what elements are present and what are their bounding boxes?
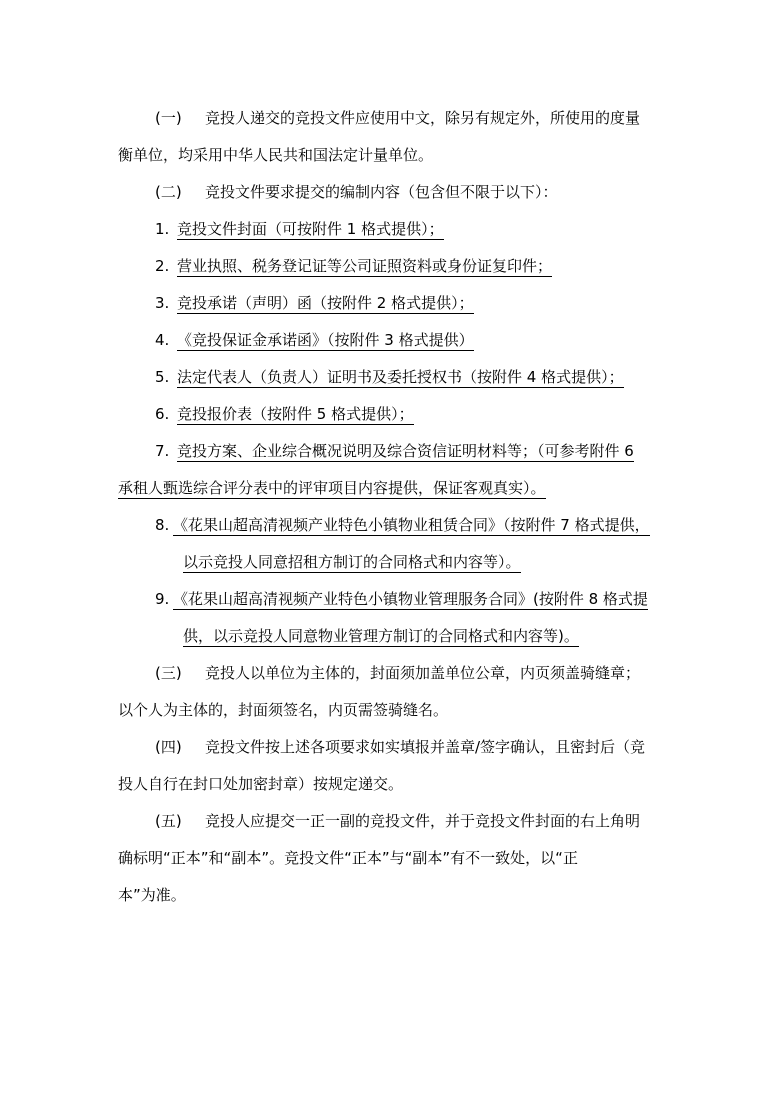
list-item-1 [155,219,444,239]
section-2-line-1 [155,182,558,202]
section-2-marker: (二) [155,183,182,201]
list-item-2 [155,256,552,276]
section-3-text: 竞投人以单位为主体的，封面须加盖单位公章，内页须盖骑缝章； [205,664,641,682]
list-item-2-text: 营业执照、税务登记证等公司证照资料或身份证复印件； [177,257,553,275]
list-item-6-number: 6. [155,405,170,423]
list-item-3-number: 3. [155,294,170,312]
list-item-4-text: 《竞投保证金承诺函》（按附件 3 格式提供） [177,331,474,349]
list-item-9-continuation [183,626,579,646]
list-item-8-text-line-2: 以示竞投人同意招租方制订的合同格式和内容等）。 [183,553,521,571]
list-item-9-number: 9. [155,590,170,608]
section-1-line-1 [155,108,640,128]
list-item-7-continuation [118,478,546,498]
section-4-marker: (四) [155,738,182,756]
section-5-marker: (五) [155,812,182,830]
list-item-1-number: 1. [155,220,170,238]
section-5-line-3: 本”为准。 [118,886,186,904]
section-1-text: 竞投人递交的竞投文件应使用中文，除另有规定外，所使用的度量 [205,109,641,127]
section-3-line-2: 以个人为主体的，封面须签名，内页需签骑缝名。 [118,701,449,719]
section-2-text: 竞投文件要求提交的编制内容（包含但不限于以下）： [205,183,558,201]
list-item-7-text-line-2: 承租人甄选综合评分表中的评审项目内容提供，保证客观真实）。 [118,479,546,497]
list-item-8-text: 《花果山超高清视频产业特色小镇物业租赁合同》（按附件 7 格式提供， [173,516,650,534]
list-item-6-text: 竞投报价表（按附件 5 格式提供）； [177,405,414,423]
list-item-7 [155,441,634,461]
list-item-6 [155,404,414,424]
section-5-text: 竞投人应提交一正一副的竞投文件，并于竞投文件封面的右上角明 [205,812,641,830]
section-4-line-2: 投人自行在封口处加密封章）按规定递交。 [118,775,404,793]
list-item-5 [155,367,624,387]
section-4-text: 竞投文件按上述各项要求如实填报并盖章/签字确认，且密封后（竞 [205,738,646,756]
list-item-9 [155,589,648,609]
list-item-7-text: 竞投方案、企业综合概况说明及综合资信证明材料等；（可参考附件 6 [177,442,634,460]
section-5-line-2: 确标明“正本”和“副本”。竞投文件“正本”与“副本”有不一致处，以“正 [118,849,578,867]
section-3-line-1 [155,663,640,683]
list-item-5-number: 5. [155,368,170,386]
section-1-marker: (一) [155,109,182,127]
list-item-2-number: 2. [155,257,170,275]
section-1-line-2: 衡单位，均采用中华人民共和国法定计量单位。 [118,146,434,164]
list-item-7-number: 7. [155,442,170,460]
list-item-9-text: 《花果山超高清视频产业特色小镇物业管理服务合同》(按附件 8 格式提 [173,590,648,608]
list-item-4-number: 4. [155,331,170,349]
list-item-1-text: 竞投文件封面（可按附件 1 格式提供）； [177,220,444,238]
list-item-8 [155,515,650,535]
section-5-line-1 [155,811,640,831]
list-item-5-text: 法定代表人（负责人）证明书及委托授权书（按附件 4 格式提供）； [177,368,624,386]
list-item-3-text: 竞投承诺（声明）函（按附件 2 格式提供）； [177,294,474,312]
section-3-marker: (三) [155,664,182,682]
list-item-8-number: 8. [155,516,170,534]
section-4-line-1 [155,737,645,757]
list-item-9-text-line-2: 供，以示竞投人同意物业管理方制订的合同格式和内容等)。 [183,627,579,645]
list-item-3 [155,293,474,313]
list-item-8-continuation [183,552,521,572]
list-item-4 [155,330,474,350]
